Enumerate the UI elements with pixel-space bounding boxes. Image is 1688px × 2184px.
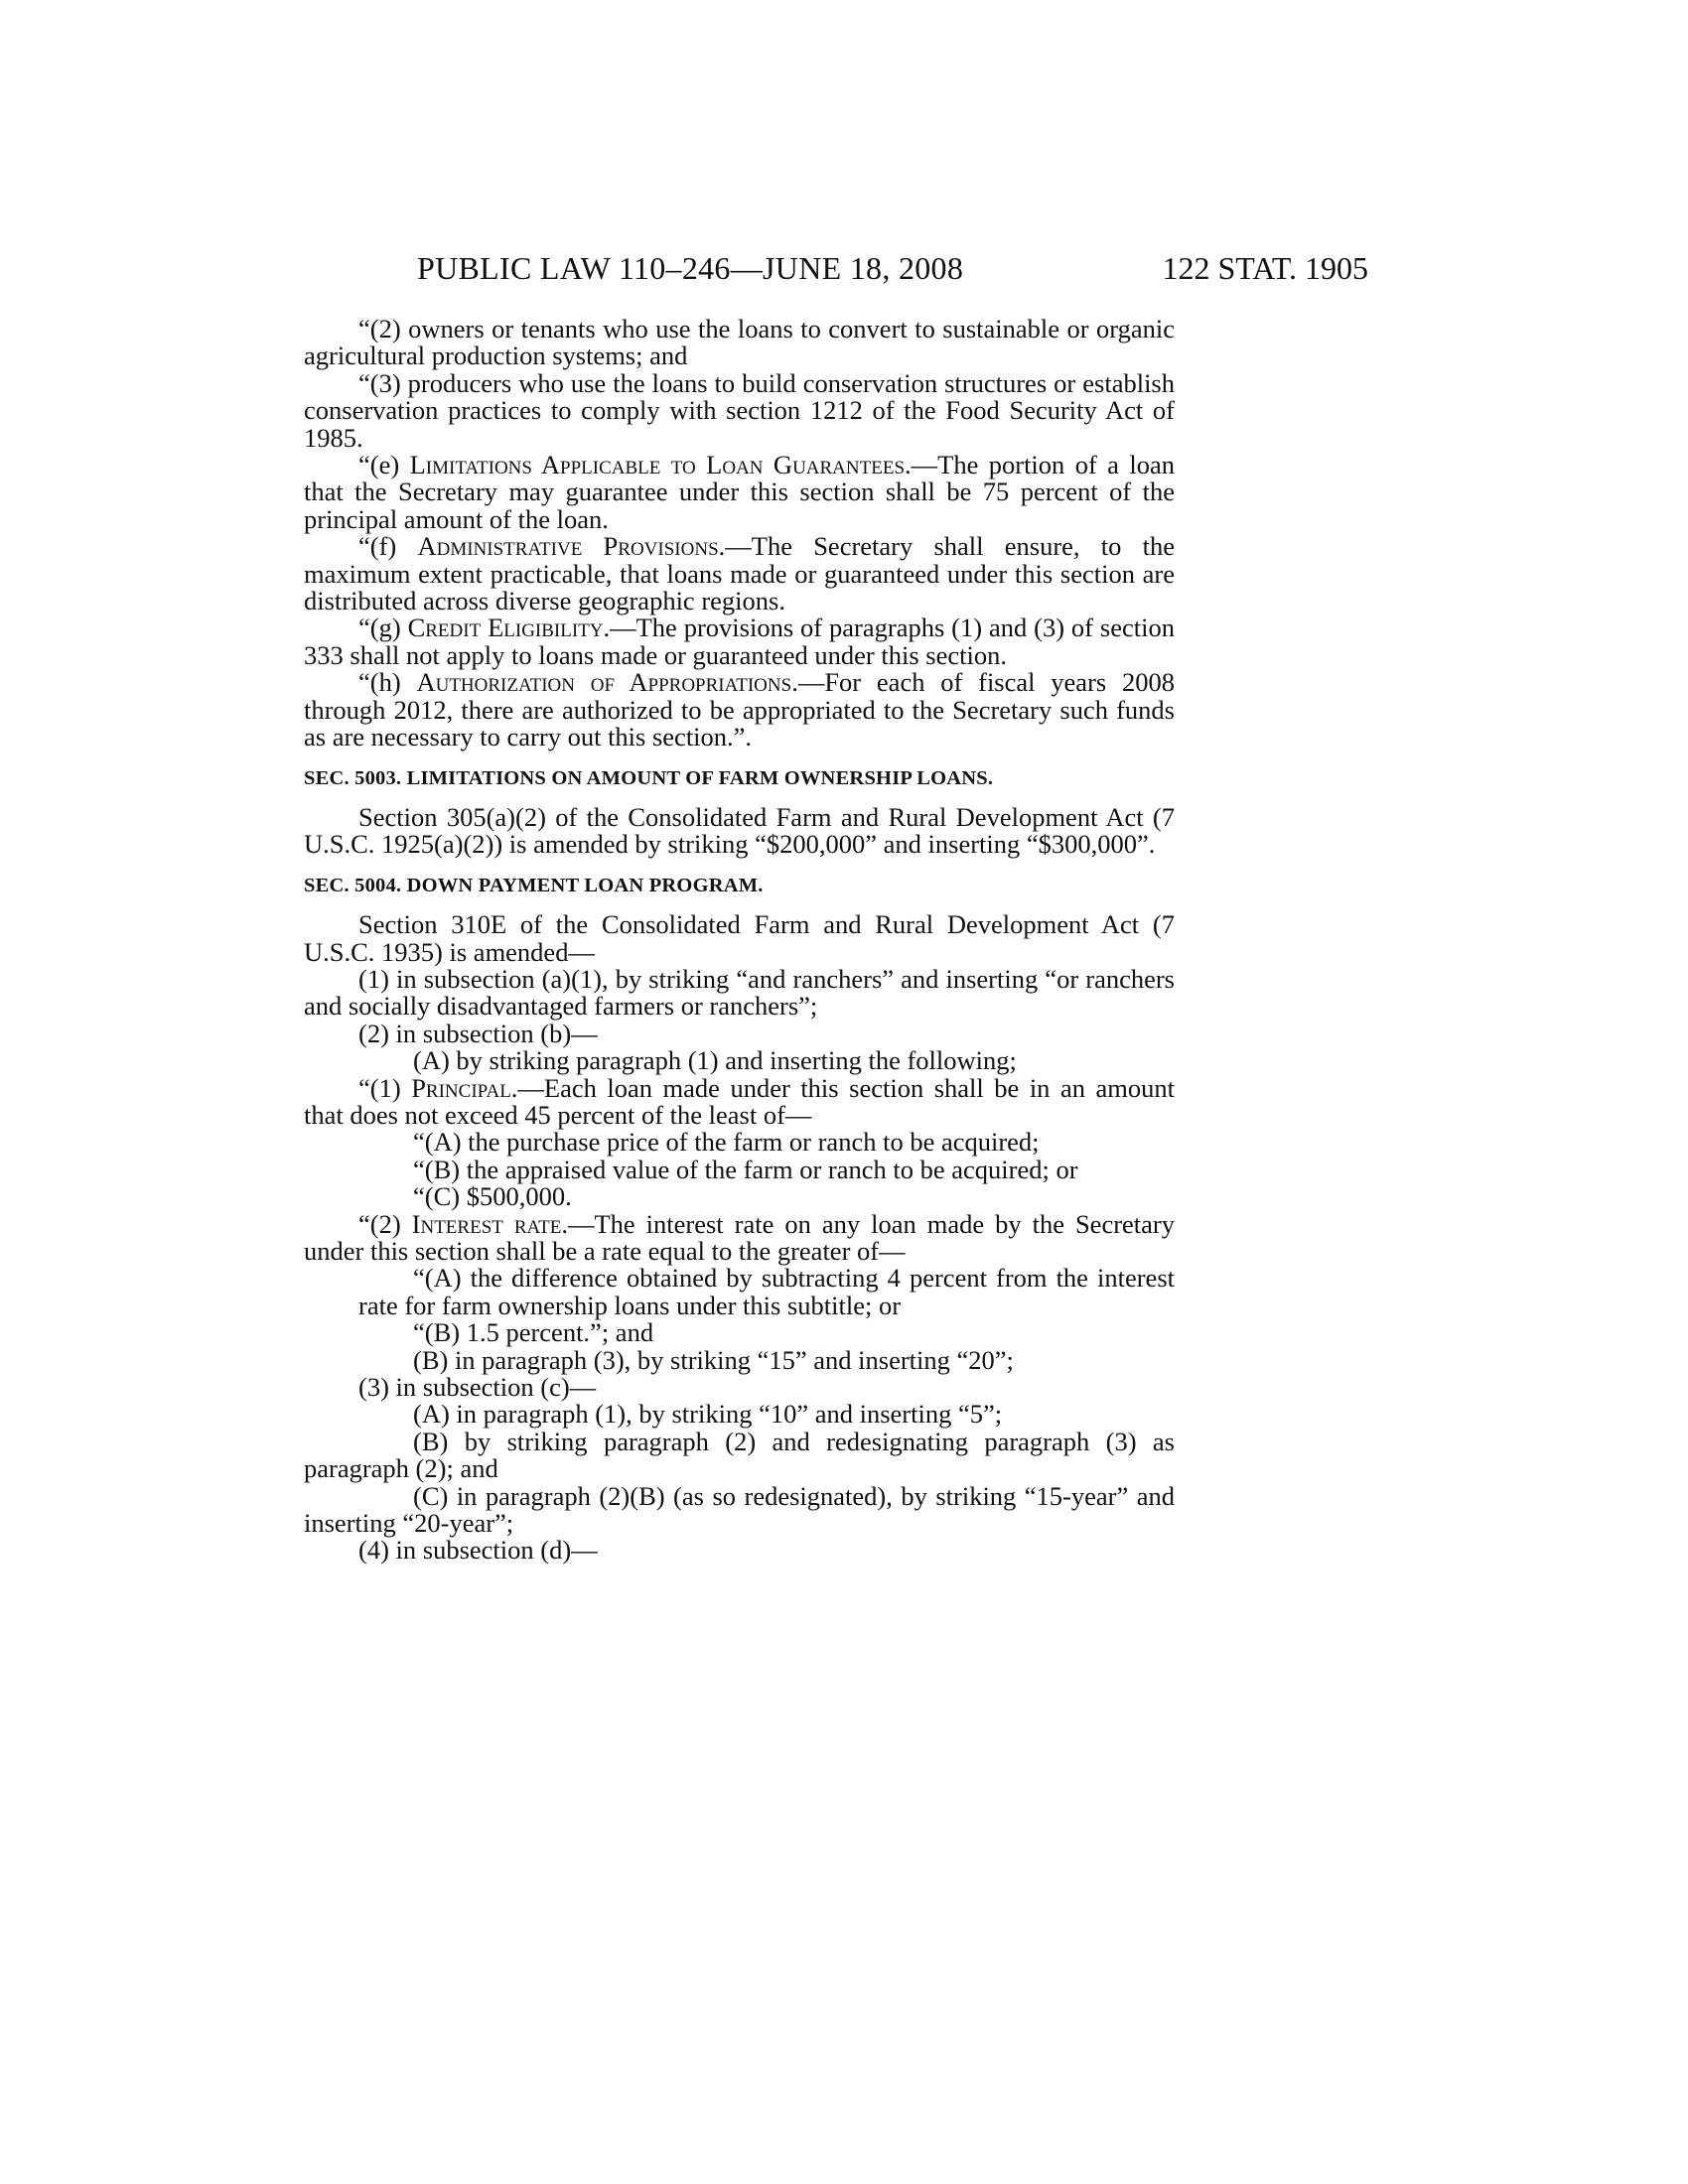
amendment-2B: (B) in paragraph (3), by striking “15” and inserting “20”; [413, 1344, 1014, 1375]
quoted-paragraph-1 [249, 1072, 1175, 1130]
paragraph-d2: “(2) owners or tenants who use the loans to convert to sustainable or organic agricultural production systems; and [304, 314, 1175, 371]
subsection-h-lead: “(h) [358, 667, 417, 698]
subsection-g-heading: Credit Eligibility [407, 613, 604, 643]
amendment-3B: (B) by striking paragraph (2) and redesignating paragraph (3) as paragraph (2); and [304, 1426, 1175, 1484]
quoted-paragraph-2-heading: Interest rate [411, 1208, 562, 1239]
quoted-subparagraph-1A: “(A) the purchase price of the farm or ranch to be acquired; [413, 1127, 1040, 1158]
quoted-paragraph-2-text: .—The interest rate on any loan made by the Secretary under this section shall be a rate equal to the greater of— [304, 1208, 1175, 1266]
section-5003-text: Section 305(a)(2) of the Consolidated Farm and Rural Development Act (7 U.S.C. 1925(a)(2)) is amended by striking “$200,000” and inserting “$300,000”. [304, 801, 1175, 860]
subsection-h [304, 669, 1175, 751]
subsection-f-heading: Administrative Provisions [417, 531, 719, 562]
section-5004-intro: Section 310E of the Consolidated Farm and Rural Development Act (7 U.S.C. 1935) is amended— [304, 909, 1175, 967]
subsection-h-heading: Authorization of Appropriations [416, 667, 792, 698]
subsection-f-lead: “(f) [358, 531, 418, 562]
document-body [304, 316, 1175, 1565]
quoted-paragraph-1-heading: Principal [411, 1072, 511, 1103]
quoted-paragraph-2 [249, 1208, 1175, 1266]
amendment-1: (1) in subsection (a)(1), by striking “and ranchers” and inserting “or ranchers and socially disadvantaged farmers or ranchers”; [304, 963, 1175, 1022]
amendment-4: (4) in subsection (d)— [358, 1535, 598, 1566]
quoted-subparagraph-2B: “(B) 1.5 percent.”; and [413, 1317, 654, 1348]
amendment-3C: (C) in paragraph (2)(B) (as so redesignated), by striking “15-year” and inserting “20-year”; [304, 1480, 1175, 1539]
amendment-2: (2) in subsection (b)— [358, 1018, 598, 1048]
subsection-e-heading: Limitations Applicable to Loan Guarantees [409, 450, 906, 480]
subsection-e-lead: “(e) [358, 450, 410, 480]
subsection-g [304, 614, 1175, 669]
subsection-g-text: .—The provisions of paragraphs (1) and (3) of section 333 shall not apply to loans made or guaranteed under this section. [304, 613, 1175, 670]
paragraph-d3: “(3) producers who use the loans to build conservation structures or establish conservation practices to comply with section 1212 of the Food Security Act of 1985. [304, 367, 1175, 453]
amendment-2A: (A) by striking paragraph (1) and inserting the following; [413, 1045, 1017, 1076]
subsection-e [304, 452, 1175, 533]
amendment-3A: (A) in paragraph (1), by striking “10” and inserting “5”; [413, 1399, 1003, 1430]
law-citation: PUBLIC LAW 110–246—JUNE 18, 2008 [417, 250, 964, 286]
quoted-subparagraph-1B: “(B) the appraised value of the farm or ranch to be acquired; or [413, 1154, 1078, 1184]
quoted-paragraph-2-lead: “(2) [358, 1208, 412, 1239]
subsection-e-text: .—The portion of a loan that the Secretary may guarantee under this section shall be 75 percent of the principal amount of the loan. [304, 450, 1175, 534]
subsection-g-lead: “(g) [358, 613, 408, 643]
subsection-f-text: .—The Secretary shall ensure, to the maximum extent practicable, that loans made or guaranteed under this section are distributed across diverse geographic regions. [304, 531, 1175, 616]
amendment-3: (3) in subsection (c)— [358, 1372, 597, 1403]
quoted-subparagraph-1C: “(C) $500,000. [413, 1181, 572, 1212]
section-5003-heading: SEC. 5003. LIMITATIONS ON AMOUNT OF FARM OWNERSHIP LOANS. [304, 766, 994, 789]
quoted-subparagraph-2A: “(A) the difference obtained by subtracting 4 percent from the interest rate for farm ownership loans under this subtitle; or [358, 1263, 1175, 1320]
quoted-paragraph-1-lead: “(1) [358, 1072, 412, 1103]
statute-page-number: 122 STAT. 1905 [1162, 250, 1368, 286]
running-head [298, 248, 1368, 288]
subsection-f [304, 533, 1175, 614]
quoted-paragraph-1-text: .—Each loan made under this section shall be in an amount that does not exceed 45 percent of the least of— [304, 1072, 1175, 1130]
subsection-h-text: .—For each of fiscal years 2008 through 2012, there are authorized to be appropriated to the Secretary such funds as are necessary to carry out this section.”. [304, 667, 1175, 752]
section-5004-heading: SEC. 5004. DOWN PAYMENT LOAN PROGRAM. [304, 874, 764, 896]
